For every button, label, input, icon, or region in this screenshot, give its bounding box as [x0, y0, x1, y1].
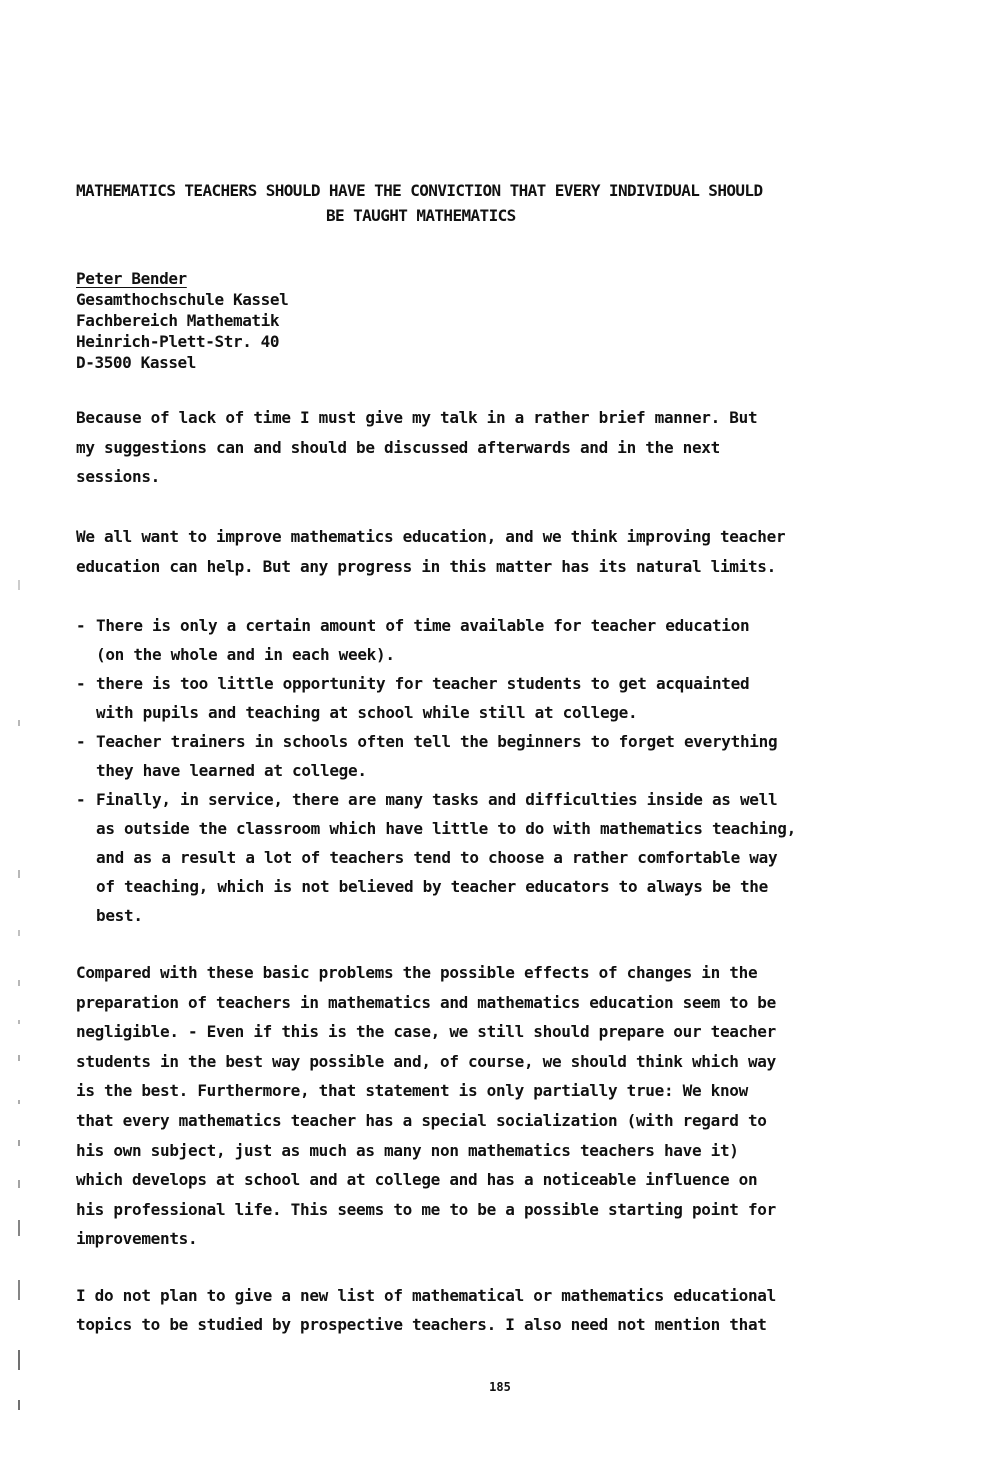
margin-mark — [18, 980, 20, 986]
author-address-line: D-3500 Kassel — [76, 353, 197, 372]
list-item — [76, 785, 836, 930]
text-line: Teacher trainers in schools often tell the beginners to forget everything — [96, 732, 778, 751]
margin-mark — [18, 1140, 20, 1146]
text-line: is the best. Furthermore, that statement is only partially true: We know — [76, 1081, 748, 1101]
text-line: of teaching, which is not believed by teacher educators to always be the — [96, 877, 768, 896]
text-line: We all want to improve mathematics education, and we think improving teacher — [76, 527, 786, 546]
text-line: (on the whole and in each week). — [96, 645, 395, 664]
margin-mark — [18, 930, 20, 936]
text-line: best. — [96, 906, 143, 925]
author-address-line: Heinrich-Plett-Str. 40 — [76, 332, 280, 351]
margin-mark — [18, 1400, 20, 1410]
text-line: topics to be studied by prospective teachers. I also need not mention that — [76, 1315, 767, 1334]
margin-mark — [18, 1180, 20, 1188]
list-item — [76, 727, 836, 785]
text-line: sessions. — [76, 467, 160, 487]
margin-mark — [18, 720, 20, 726]
text-line: negligible. - Even if this is the case, we still should prepare our teacher — [76, 1022, 776, 1042]
list-dash: - — [76, 790, 86, 809]
margin-mark — [18, 1220, 20, 1236]
text-line: my suggestions can and should be discussed afterwards and in the next — [76, 437, 720, 457]
list-dash: - — [76, 616, 86, 635]
list-item — [76, 611, 836, 669]
text-line: his professional life. This seems to me to be a possible starting point for — [76, 1199, 776, 1219]
text-line: that every mathematics teacher has a special socialization (with regard to — [76, 1110, 767, 1130]
margin-mark — [18, 1350, 20, 1370]
text-line: Because of lack of time I must give my talk in a rather brief manner. But — [76, 408, 758, 427]
text-line: students in the best way possible and, of course, we should think which way — [76, 1051, 776, 1071]
paragraph-2 — [76, 522, 826, 581]
list-item — [76, 669, 836, 727]
author-address-line: Gesamthochschule Kassel — [76, 290, 289, 309]
author-block — [76, 268, 288, 373]
author-name: Peter Bender — [76, 269, 187, 288]
text-line: they have learned at college. — [96, 761, 367, 780]
list-dash: - — [76, 732, 86, 751]
author-address-line: Fachbereich Mathematik — [76, 311, 280, 330]
scan-margin-marks — [14, 580, 26, 1410]
paragraph-4 — [76, 1281, 826, 1339]
margin-mark — [18, 1055, 20, 1061]
page-number: 185 — [489, 1380, 511, 1394]
limits-list — [76, 611, 836, 930]
text-line: with pupils and teaching at school while still at college. — [96, 703, 638, 722]
paragraph-1 — [76, 403, 826, 492]
text-line: which develops at school and at college and has a noticeable influence on — [76, 1170, 758, 1190]
text-line: his own subject, just as much as many non mathematics teachers have it) — [76, 1140, 739, 1160]
text-line: Finally, in service, there are many tasks and difficulties inside as well — [96, 790, 778, 809]
text-line: there is too little opportunity for teacher students to get acquainted — [96, 674, 750, 693]
text-line: preparation of teachers in mathematics and mathematics education seem to be — [76, 992, 776, 1012]
page-title — [76, 178, 816, 228]
text-line: improvements. — [76, 1229, 198, 1249]
list-dash: - — [76, 674, 86, 693]
margin-mark — [18, 1280, 20, 1300]
margin-mark — [18, 1100, 20, 1104]
text-line: I do not plan to give a new list of mathematical or mathematics educational — [76, 1286, 776, 1305]
text-line: as outside the classroom which have little to do with mathematics teaching, — [96, 819, 796, 838]
margin-mark — [18, 580, 20, 590]
margin-mark — [18, 870, 20, 878]
text-line: Compared with these basic problems the possible effects of changes in the — [76, 963, 758, 982]
title-line-2: BE TAUGHT MATHEMATICS — [326, 206, 516, 225]
text-line: education can help. But any progress in this matter has its natural limits. — [76, 556, 776, 576]
margin-mark — [18, 1020, 20, 1024]
paragraph-3 — [76, 958, 826, 1254]
text-line: and as a result a lot of teachers tend to choose a rather comfortable way — [96, 848, 778, 867]
title-line-1: MATHEMATICS TEACHERS SHOULD HAVE THE CONVICTION THAT EVERY INDIVIDUAL SHOULD — [76, 181, 763, 200]
text-line: There is only a certain amount of time available for teacher education — [96, 616, 750, 635]
